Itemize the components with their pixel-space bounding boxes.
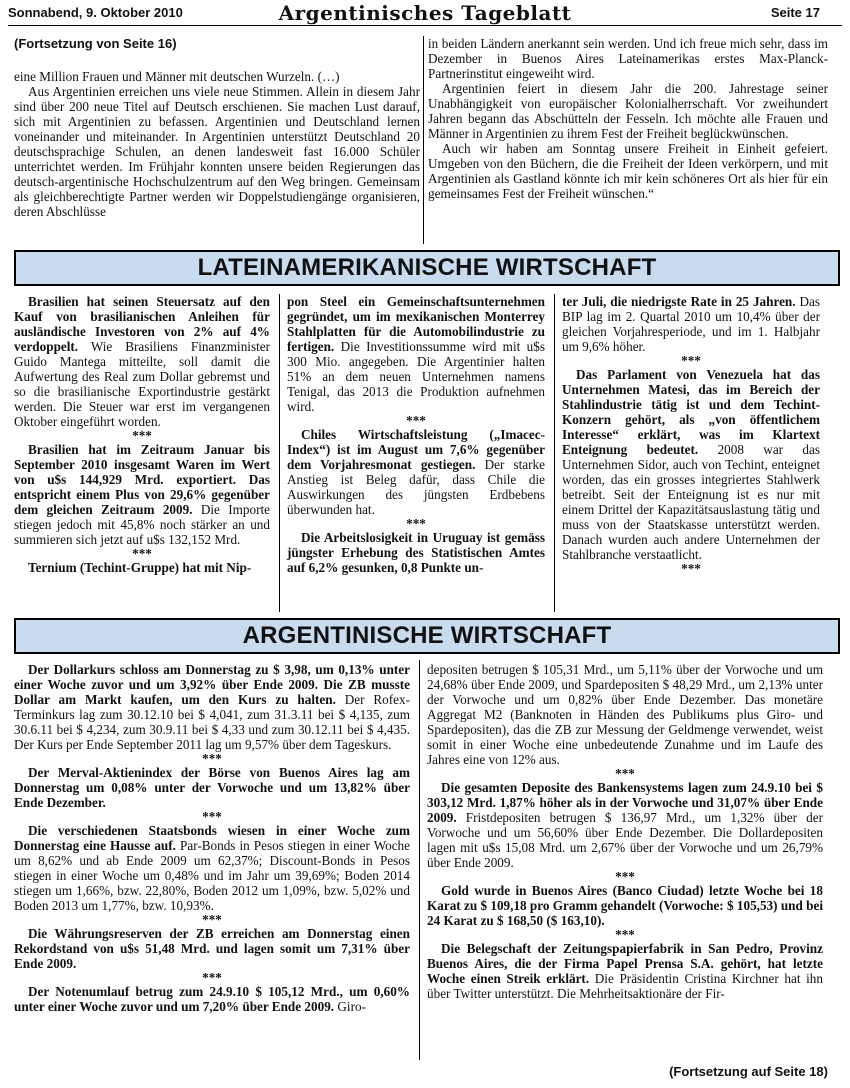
column-divider bbox=[419, 660, 420, 1060]
item-separator: *** bbox=[406, 413, 426, 428]
top-article-right-column bbox=[428, 36, 828, 201]
news-item bbox=[287, 530, 545, 575]
news-lead: Brasilien hat seinen Steuersatz auf den Kauf von brasilianischen Anleihen für ausländische Investoren von 2% auf 4% verdoppelt. bbox=[14, 294, 270, 354]
news-item bbox=[14, 294, 270, 429]
news-lead: Der Dollarkurs schloss am Donnerstag zu $ 3,98, um 0,13% unter einer Woche zuvor und um 3,92% über Ende 2009. Die ZB musste Dollar am Markt kaufen, um den Kurs zu halten. bbox=[14, 662, 410, 707]
item-separator: *** bbox=[615, 766, 635, 781]
news-body: Das BIP lag im 2. Quartal 2010 um 10,4% über der gleichen Vorjahresperiode, und im 1. Halbjahr um 9,6% höher. bbox=[562, 294, 820, 354]
item-separator: *** bbox=[615, 869, 635, 884]
news-lead: pon Steel ein Gemeinschaftsunternehmen gegründet, um im mexikanischen Monterrey Stahlplatten für die Automobilindustrie zu fertigen. bbox=[287, 294, 545, 354]
news-body: Der starke Anstieg ist Beleg dafür, dass Chile die Auswirkungen des jüngsten Erdbebens überwunden hat. bbox=[287, 457, 545, 517]
latam-column-1 bbox=[14, 294, 270, 575]
news-item bbox=[14, 984, 410, 1014]
item-separator: *** bbox=[132, 428, 152, 443]
news-item bbox=[427, 662, 823, 767]
news-lead: Die gesamten Deposite des Bankensystems lagen zum 24.9.10 bei $ 303,12 Mrd. 1,87% höher als in der Vorwoche und 31,07% über Ende 2009. bbox=[427, 780, 823, 825]
news-item bbox=[287, 294, 545, 414]
news-body: Wie Brasiliens Finanzminister Guido Mantega mitteilte, soll damit die Aufwertung des Real zum Dollar gebremst und so die brasilianische Exportindustrie gestärkt werden. Die Steuer war erst im vergangenen Oktober eingeführt worden. bbox=[14, 339, 270, 429]
news-item bbox=[14, 765, 410, 810]
article-paragraph: Argentinien feiert in diesem Jahr die 200. Jahrestage seiner Unabhängigkeit von europäischer Kolonialherrschaft. Vor zweihundert Jahren begann das Abschütteln der Fesseln. Ich möchte alle Frauen und Männer in Argentinien zu ihrem Fest der Freiheit beglückwünschen. bbox=[428, 81, 828, 141]
page-header bbox=[0, 0, 850, 26]
news-lead: Chiles Wirtschaftsleistung („Imacec-Index“) ist im August um 7,6% gegenüber dem Vorjahresmonat gestiegen. bbox=[287, 427, 545, 472]
news-lead: Die Belegschaft der Zeitungspapierfabrik in San Pedro, Provinz Buenos Aires, die der Firma Papel Prensa S.A. gehört, hat letzte Woche einen Streik erklärt. bbox=[427, 941, 823, 986]
news-body: Fristdepositen betrugen $ 136,97 Mrd., um 1,32% über der Vorwoche und um 56,60% über Ende Dezember. Die Dollardepositen lagen mit u$s 15,08 Mrd. um 2,67% über der Vorwoche und um 26,79% über Ende 2009. bbox=[427, 810, 823, 870]
latam-column-3 bbox=[562, 294, 820, 575]
news-item bbox=[14, 823, 410, 913]
news-item bbox=[14, 926, 410, 971]
continued-on-label: (Fortsetzung auf Seite 18) bbox=[669, 1064, 828, 1079]
item-separator: *** bbox=[202, 912, 222, 927]
news-lead: Die verschiedenen Staatsbonds wiesen in einer Woche zum Donnerstag eine Hausse auf. bbox=[14, 823, 410, 853]
item-separator: *** bbox=[202, 751, 222, 766]
article-paragraph: in beiden Ländern anerkannt sein werden. Und ich freue mich sehr, dass im Dezember in Buenos Aires Lateinamerikas erstes Max-Planck-Partnerinstitut eingeweiht wird. bbox=[428, 36, 828, 81]
news-lead: Gold wurde in Buenos Aires (Banco Ciudad) letzte Woche bei 18 Karat zu $ 109,18 pro Gramm gehandelt (Vorwoche: $ 105,53) und bei 24 Karat zu $ 168,50 ($ 163,10). bbox=[427, 883, 823, 928]
section-banner-argentina: ARGENTINISCHE WIRTSCHAFT bbox=[14, 618, 840, 654]
column-divider bbox=[423, 36, 424, 244]
news-item bbox=[14, 662, 410, 752]
column-divider bbox=[279, 294, 280, 612]
news-body: Der Rofex-Terminkurs lag zum 30.12.10 bei $ 4,041, zum 31.3.11 bei $ 4,135, zum 30.6.11 bei $ 4,234, zum 30.9.11 bei $ 4,33 und zum 30.12.11 bei $ 4,435. Der Kurs per Ende September 2011 lag um 9,57% über dem Tageskurs. bbox=[14, 692, 410, 752]
top-article-left-column bbox=[14, 36, 420, 219]
item-separator: *** bbox=[406, 516, 426, 531]
news-lead: Das Parlament von Venezuela hat das Unternehmen Matesi, das im Bereich der Stahlindustrie tätig ist und dem Techint-Konzern gehört, als „von öffentlichem Interesse“ erklärt, was im Klartext Enteignung bedeutet. bbox=[562, 367, 820, 457]
header-rule bbox=[8, 25, 842, 26]
news-item bbox=[14, 442, 270, 547]
news-item bbox=[427, 941, 823, 1001]
news-item bbox=[287, 427, 545, 517]
news-item bbox=[427, 780, 823, 870]
news-item bbox=[562, 367, 820, 562]
continued-from-label: (Fortsetzung von Seite 16) bbox=[14, 36, 177, 51]
item-separator: *** bbox=[132, 546, 152, 561]
item-separator: *** bbox=[202, 809, 222, 824]
article-paragraph: Aus Argentinien erreichen uns viele neue Stimmen. Allein in diesem Jahr sind über 200 neue Titel auf Deutsch erschienen. Sie machen Lust darauf, sich mit Argentinien zu befassen. Argentinien und Deutschland lernen voneinander und miteinander. In Argentinien unterstützt Deutschland 20 deutschsprachige Schulen, an denen landesweit fast 16.000 Schüler unterrichtet werden. Im Frühjahr konnten unsere beiden Regierungen das deutsch-argentinische Hochschulzentrum auf den Weg bringen. Gemeinsam als gleichberechtigte Partner werden wir Doppelstudiengänge organisieren, deren Abschlüsse bbox=[14, 84, 420, 219]
latam-column-2 bbox=[287, 294, 545, 575]
item-separator: *** bbox=[681, 561, 701, 576]
news-body: Die Importe stiegen jedoch mit 45,8% noch stärker an und summieren sich jetzt auf u$s 132,152 Mrd. bbox=[14, 502, 270, 547]
news-item bbox=[14, 560, 270, 575]
news-body: Die Investitionssumme wird mit u$s 300 Mio. angegeben. Die Argentinier halten 51% an dem neuen Unternehmen namens Tenigal, das 2013 die Produktion aufnehmen wird. bbox=[287, 339, 545, 414]
argentina-right-column bbox=[427, 662, 823, 1001]
news-body: Giro- bbox=[334, 999, 366, 1014]
news-lead: ter Juli, die niedrigste Rate in 25 Jahren. bbox=[562, 294, 796, 309]
news-item bbox=[562, 294, 820, 354]
news-lead: Die Arbeitslosigkeit in Uruguay ist gemäss jüngster Erhebung des Statistischen Amtes auf 6,2% gesunken, 0,8 Punkte un- bbox=[287, 530, 545, 575]
news-item bbox=[427, 883, 823, 928]
column-divider bbox=[554, 294, 555, 612]
news-body: depositen betrugen $ 105,31 Mrd., um 5,11% über der Vorwoche und um 24,68% über Ende 2009, und Spardepositen $ 48,29 Mrd., um 2,13% unter der Vorwoche und um 0,82% über Ende Dezember. Das monetäre Aggregat M2 (Banknoten in Händen des Publikums plus Giro- und Spardepositen), das die ZB zur Messung der Geldmenge verwendet, weist somit in einer Woche eine unbedeutende Zunahme und im Laufe des Jahres eine von 12% aus. bbox=[427, 662, 823, 767]
item-separator: *** bbox=[615, 927, 635, 942]
news-lead: Ternium (Techint-Gruppe) hat mit Nip- bbox=[28, 560, 252, 575]
news-lead: Der Merval-Aktienindex der Börse von Buenos Aires lag am Donnerstag um 0,08% unter der Vorwoche und um 13,82% über Ende Dezember. bbox=[14, 765, 410, 810]
section-banner-latin-america: LATEINAMERIKANISCHE WIRTSCHAFT bbox=[14, 250, 840, 286]
news-lead: Der Notenumlauf betrug zum 24.9.10 $ 105,12 Mrd., um 0,60% unter einer Woche zuvor und um 7,20% über Ende 2009. bbox=[14, 984, 410, 1014]
newspaper-masthead: Argentinisches Tageblatt bbox=[278, 1, 572, 25]
article-paragraph: eine Million Frauen und Männer mit deutschen Wurzeln. (…) bbox=[14, 69, 340, 84]
argentina-left-column bbox=[14, 662, 410, 1014]
item-separator: *** bbox=[202, 970, 222, 985]
news-body: 2008 war das Unternehmen Sidor, auch von Techint, enteignet worden, das ein grosses integriertes Stahlwerk betreibt. Seit der Enteignung ist es nur mit einem Drittel der Kapazitätsauslastung tätig und muss von der Staatskasse unterstützt werden. Danach wurden auch andere Unternehmen der Stahlbranche verstaatlicht. bbox=[562, 442, 820, 562]
news-body: Par-Bonds in Pesos stiegen in einer Woche um 8,62% und ab Ende 2009 um 62,37%; Discount-Bonds in Pesos stiegen in einer Woche um 0,48% und im Jahr um 39,69%; Boden 2014 stiegen um 1,66%, bzw. 22,80%, Boden 2012 um 1,09%, bzw. 5,02% und Boden 2013 um 1,77%, bzw. 10,93%. bbox=[14, 838, 411, 913]
item-separator: *** bbox=[681, 353, 701, 368]
issue-date: Sonnabend, 9. Oktober 2010 bbox=[8, 5, 183, 20]
news-lead: Die Währungsreserven der ZB erreichen am Donnerstag einen Rekordstand von u$s 51,48 Mrd. und lagen somit um 7,31% über Ende 2009. bbox=[14, 926, 410, 971]
news-lead: Brasilien hat im Zeitraum Januar bis September 2010 insgesamt Waren im Wert von u$s 144,929 Mrd. exportiert. Das entspricht einem Plus von 29,6% gegenüber dem gleichen Zeitraum 2009. bbox=[14, 442, 270, 517]
article-paragraph: Auch wir haben am Sonntag unsere Freiheit in Einheit gefeiert. Umgeben von den Büchern, die die Freiheit der Ideen verkörpern, und mit Argentinien als Gastland könnte ich mir kein schöneres Ort als hier für ein gemeinsames Fest der Freiheit wünschen.“ bbox=[428, 141, 828, 201]
page-number: Seite 17 bbox=[770, 5, 820, 20]
news-body: Die Präsidentin Cristina Kirchner hat ihn über Twitter unterstützt. Die Mehrheitsaktionäre der Fir- bbox=[427, 971, 823, 1001]
